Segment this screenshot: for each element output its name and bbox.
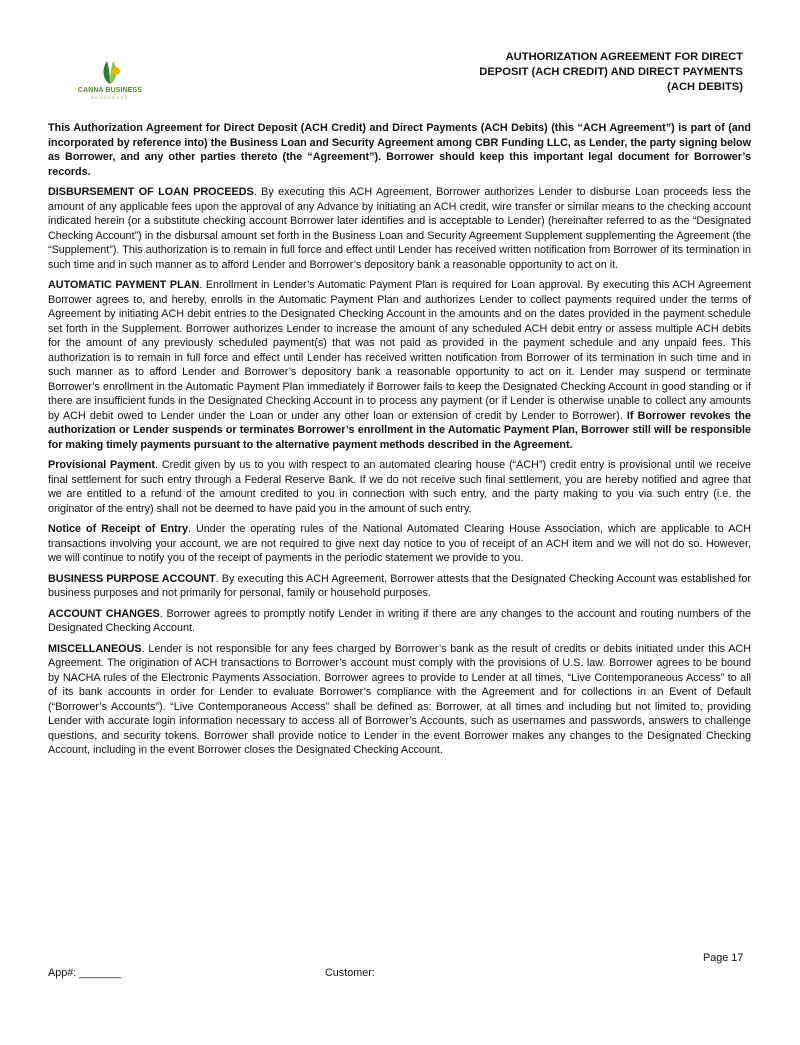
section-heading: MISCELLANEOUS — [48, 642, 142, 655]
title-line: DEPOSIT (ACH CREDIT) AND DIRECT PAYMENTS — [479, 66, 743, 78]
section-automatic-payment — [48, 278, 751, 452]
customer-field: Customer: — [325, 967, 375, 979]
title-line: AUTHORIZATION AGREEMENT FOR DIRECT — [505, 51, 743, 63]
section-text: . By executing this ACH Agreement, Borrower authorizes Lender to disburse Loan proceeds less the amount of any applicable fees upon the approval of any Advance by initiating an ACH credit, wire transfer or similar means to the checking account indicated herein (or a substitute checking account Borrower later identifies and is acceptable to Lender) (hereinafter referred to as the “Designated Checking Account”) in the disbursal amount set forth in the Business Loan and Security Agreement Supplement supplementing the Agreement (the “Supplement”). This authorization is to remain in full force and effect until Lender has received written notification from Borrower of its termination in such time and in such manner as to afford Lender and Borrower’s depository bank a reasonable opportunity to act on it. — [48, 186, 751, 271]
section-heading: Provisional Payment — [48, 459, 156, 471]
intro-paragraph: This Authorization Agreement for Direct Deposit (ACH Credit) and Direct Payments (ACH Debits) (this “ACH Agreement”) is part of (and incorporated by reference into) the Business Loan and Security Agreement among CBR Funding LLC, as Lender, the party signing below as Borrower, and any other parties thereto (the “Agreement”). Borrower should keep this important legal document for Borrower’s records. — [48, 122, 751, 178]
section-notice-of-receipt — [48, 522, 751, 566]
section-disbursement — [48, 185, 751, 272]
section-heading: ACCOUNT CHANGES — [48, 607, 160, 620]
section-provisional-payment — [48, 458, 751, 516]
section-heading: Notice of Receipt of Entry — [48, 523, 188, 535]
logo-name: CANNA BUSINESS — [77, 87, 143, 94]
document-title — [403, 50, 743, 95]
section-text: . Enrollment in Lender’s Automatic Payment Plan is required for Loan approval. By executing this ACH Agreement Borrower agrees to, and hereby, enrolls in the Automatic Payment Plan and authorizes Lender to collect payments required under the terms of Agreement by initiating ACH debit entries to the Designated Checking Account in the amounts and on the dates provided in the payment schedule set forth in the Supplement. Borrower authorizes Lender to increase the amount of any scheduled ACH debit entry or assess multiple ACH debits for the amount of any previously scheduled payment(s) that was not paid as provided in the payment schedule and any unpaid fees. This authorization is to remain in full force and effect until Lender has received written notification from Borrower of its termination in such time and in such manner as to afford Lender and Borrower’s depository bank a reasonable opportunity to act on it. Lender may suspend or terminate Borrower’s enrollment in the Automatic Payment Plan immediately if Borrower fails to keep the Designated Checking Account in good standing or if there are insufficient funds in the Designated Checking Account in to process any payment (or if Lender is otherwise unable to collect any amounts by ACH debit owed to Lender under the Loan or under any other loan or extension of credit by Lender to Borrower). — [48, 279, 751, 422]
section-heading: DISBURSEMENT OF LOAN PROCEEDS — [48, 186, 254, 198]
section-miscellaneous — [48, 642, 751, 758]
title-line: (ACH DEBITS) — [667, 81, 743, 93]
section-bold-tail: If Borrower revokes the authorization or Lender suspends or terminates Borrower’s enrollment in the Automatic Payment Plan, Borrower still will be responsible for making timely payments pursuant to the alternative payment methods described in the Agreement. — [48, 409, 751, 451]
section-text: . Lender is not responsible for any fees charged by Borrower’s bank as the result of credits or debits initiated under this ACH Agreement. The origination of ACH transactions to Borrower’s account must comply with the provisions of U.S. law. Borrower agrees to be bound by NACHA rules of the Electronic Payments Association. Borrower agrees to provide to Lender at all times, “Live Contemporaneous Access” to all of its bank accounts in order for Lender to evaluate Borrower’s compliance with the Agreement and for collections in an Event of Default (“Borrower’s Accounts”). “Live Contemporaneous Access” shall be defined as: Borrower, at all times and including but not limited to, providing Lender with accurate login information necessary to access all of Borrower’s Accounts, such as usernames and passwords, answers to challenge questions, and security tokens. Borrower shall provide notice to Lender in the event Borrower makes any changes to the Designated Checking Account, including in the event Borrower closes the Designated Checking Account. — [48, 642, 751, 756]
section-text: . Credit given by us to you with respect to an automated clearing house (“ACH”) credit entry is provisional until we receive final settlement for such entry through a Federal Reserve Bank. If we do not receive such final settlement, you are hereby notified and agree that we are entitled to a refund of the amount credited to you in connection with such entry, and the party making to you via such entry (i.e. the originator of the entry) shall not be deemed to have paid you in the amount of such entry. — [48, 459, 751, 515]
section-account-changes — [48, 607, 751, 636]
section-heading: AUTOMATIC PAYMENT PLAN — [48, 279, 200, 291]
section-heading: BUSINESS PURPOSE ACCOUNT — [48, 572, 216, 585]
logo-subtitle: RESOURCES — [91, 95, 129, 100]
section-text: . Borrower agrees to promptly notify Lender in writing if there are any changes to the account and routing numbers of the Designated Checking Account. — [48, 607, 751, 634]
section-business-purpose — [48, 572, 751, 601]
page-number: Page 17 — [703, 952, 744, 964]
section-text: . Under the operating rules of the National Automated Clearing House Association, which are applicable to ACH transactions involving your account, we are not required to give next day notice to you of receipt of an ACH item and we will not do so. However, we will continue to notify you of the receipt of payments in the periodic statement we provide to you. — [48, 523, 751, 564]
document-body — [48, 121, 751, 764]
app-number-field: App#: _______ — [48, 967, 122, 979]
section-text: . By executing this ACH Agreement, Borrower attests that the Designated Checking Account was established for business purposes and not primarily for personal, family or household purposes. — [48, 572, 751, 599]
cannabis-leaf-icon — [95, 58, 125, 86]
company-logo — [72, 58, 148, 100]
